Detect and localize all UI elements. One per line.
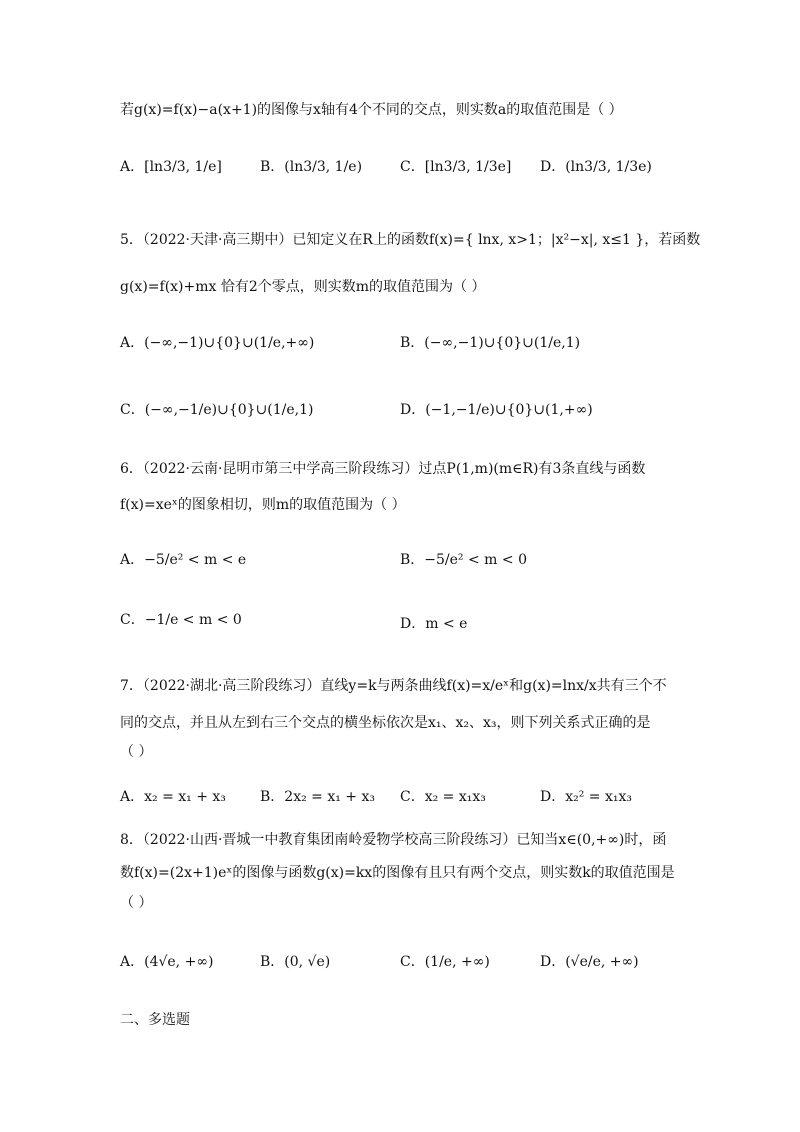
section-heading: 二、多选题 <box>120 1012 190 1028</box>
q8-option-a: A．(4√e, +∞) <box>120 954 214 970</box>
q8-option-b: B．(0, √e) <box>260 954 331 970</box>
q5-option-c: C．(−∞,−1/e)∪{0}∪(1/e,1) <box>120 402 314 418</box>
q8-line-2: 数f(x)=(2x+1)eˣ的图像与函数g(x)=kx的图像有且只有两个交点，则实数k的取值范围是 <box>120 865 675 881</box>
q4-option-a: A．[ln3/3, 1/e] <box>120 159 222 175</box>
q5-line-2: g(x)=f(x)+mx 恰有2个零点，则实数m的取值范围为（ ） <box>120 279 486 295</box>
q5-option-d: D．(−1,−1/e)∪{0}∪(1,+∞) <box>400 402 593 418</box>
q7-line-2: 同的交点，并且从左到右三个交点的横坐标依次是x₁、x₂、x₃，则下列关系式正确的是 <box>120 715 651 731</box>
q4-option-d: D．(ln3/3, 1/3e) <box>540 159 652 175</box>
q5-option-b: B．(−∞,−1)∪{0}∪(1/e,1) <box>400 335 581 351</box>
q5-option-a: A．(−∞,−1)∪{0}∪(1/e,+∞) <box>120 335 315 351</box>
q6-option-a: A．−5/e² < m < e <box>120 552 247 568</box>
q7-option-d: D．x₂² = x₁x₃ <box>540 789 632 805</box>
q4-option-b: B．(ln3/3, 1/e) <box>260 159 363 175</box>
q8-line-1: 8．（2022·山西·晋城一中教育集团南岭爱物学校高三阶段练习）已知当x∈(0,+∞)时，函 <box>120 832 667 848</box>
q4-option-c: C．[ln3/3, 1/3e] <box>400 159 512 175</box>
q7-line-1: 7．（2022·湖北·高三阶段练习）直线y=k与两条曲线f(x)=x/eˣ和g(x)=lnx/x共有三个不 <box>120 678 667 694</box>
q7-option-b: B．2x₂ = x₁ + x₃ <box>260 789 375 805</box>
q8-option-d: D．(√e/e, +∞) <box>540 954 639 970</box>
q8-option-c: C．(1/e, +∞) <box>400 954 490 970</box>
q8-line-3: （ ） <box>120 895 153 911</box>
q6-option-b: B．−5/e² < m < 0 <box>400 552 527 568</box>
q7-line-3: （ ） <box>120 744 153 760</box>
q6-line-2: f(x)=xeˣ的图象相切，则m的取值范围为（ ） <box>120 497 406 513</box>
q7-option-a: A．x₂ = x₁ + x₃ <box>120 789 226 805</box>
q6-option-c: C．−1/e < m < 0 <box>120 612 242 628</box>
q6-line-1: 6．（2022·云南·昆明市第三中学高三阶段练习）过点P(1,m)(m∈R)有3条直线与函数 <box>120 461 646 477</box>
q4-stem: 若g(x)=f(x)−a(x+1)的图像与x轴有4个不同的交点，则实数a的取值范围是（ ） <box>120 102 623 118</box>
q7-option-c: C．x₂ = x₁x₃ <box>400 789 486 805</box>
q5-line-1: 5．（2022·天津·高三期中）已知定义在R上的函数f(x)={ lnx, x>1；|x²−x|, x≤1 }，若函数 <box>120 232 701 248</box>
q6-option-d: D．m < e <box>400 616 468 632</box>
